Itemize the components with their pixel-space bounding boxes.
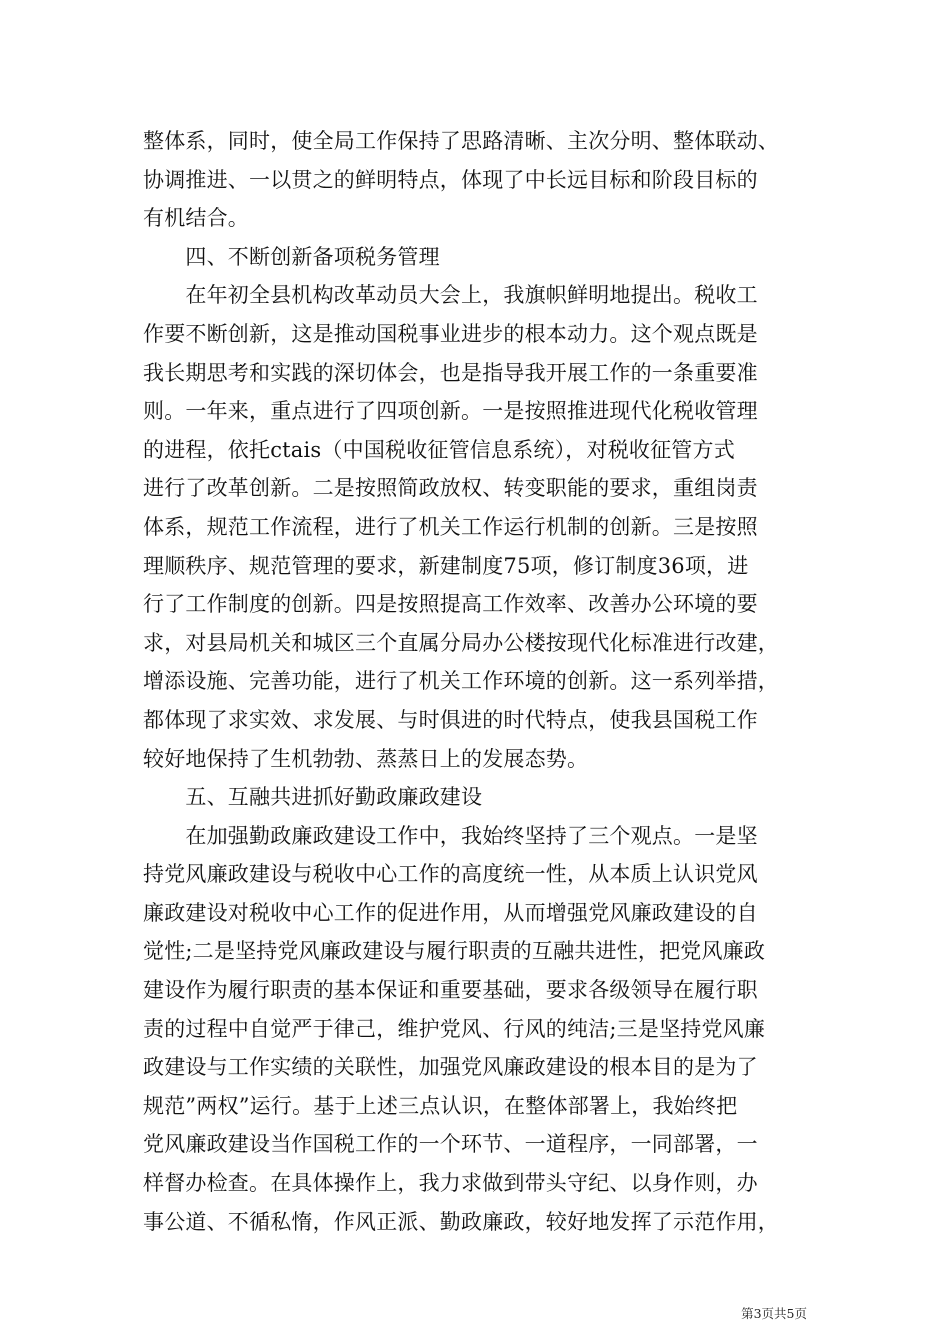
text-line: 体系，规范工作流程，进行了机关工作运行机制的创新。三是按照 — [143, 514, 758, 539]
text-line: 都体现了求实效、求发展、与时俱进的时代特点，使我县国税工作 — [143, 707, 758, 732]
text-line: 廉政建设对税收中心工作的促进作用，从而增强党风廉政建设的自 — [143, 900, 758, 925]
text-line: 作要不断创新，这是推动国税事业进步的根本动力。这个观点既是 — [143, 321, 758, 346]
text-line: 五、互融共进抓好勤政廉政建设 — [143, 785, 483, 810]
text-line: 事公道、不循私惰，作风正派、勤政廉政，较好地发挥了示范作用， — [143, 1209, 779, 1234]
text-line: 规范”两权”运行。基于上述三点认识，在整体部署上，我始终把 — [143, 1093, 738, 1118]
text-line: 较好地保持了生机勃勃、蒸蒸日上的发展态势。 — [143, 746, 589, 771]
text-line: 持党风廉政建设与税收中心工作的高度统一性，从本质上认识党风 — [143, 862, 758, 887]
text-line: 的进程，依托ctais（中国税收征管信息系统），对税收征管方式 — [143, 437, 735, 462]
body-text — [143, 122, 811, 1241]
text-line: 觉性;二是坚持党风廉政建设与履行职责的互融共进性，把党风廉政 — [143, 939, 766, 964]
text-line: 党风廉政建设当作国税工作的一个环节、一道程序，一同部署，一 — [143, 1132, 758, 1157]
text-line: 理顺秩序、规范管理的要求，新建制度75项，修订制度36项，进 — [143, 553, 749, 578]
text-line: 样督办检查。在具体操作上，我力求做到带头守纪、以身作则，办 — [143, 1171, 758, 1196]
text-line: 则。一年来，重点进行了四项创新。一是按照推进现代化税收管理 — [143, 399, 758, 424]
text-line: 责的过程中自觉严于律己，维护党风、行风的纯洁;三是坚持党风廉 — [143, 1016, 766, 1041]
page-number: 第3页共5页 — [741, 1306, 807, 1321]
text-line: 有机结合。 — [143, 206, 249, 231]
text-line: 我长期思考和实践的深切体会，也是指导我开展工作的一条重要准 — [143, 360, 758, 385]
text-line: 增添设施、完善功能，进行了机关工作环境的创新。这一系列举措， — [143, 669, 779, 694]
text-line: 在年初全县机构改革动员大会上，我旗帜鲜明地提出。税收工 — [143, 283, 758, 308]
text-line: 协调推进、一以贯之的鲜明特点，体现了中长远目标和阶段目标的 — [143, 167, 758, 192]
text-line: 求，对县局机关和城区三个直属分局办公楼按现代化标准进行改建， — [143, 630, 779, 655]
text-line: 整体系，同时，使全局工作保持了思路清晰、主次分明、整体联动、 — [143, 129, 779, 153]
text-line: 进行了改革创新。二是按照简政放权、转变职能的要求，重组岗责 — [143, 476, 758, 501]
text-line: 行了工作制度的创新。四是按照提高工作效率、改善办公环境的要 — [143, 592, 758, 617]
text-line: 建设作为履行职责的基本保证和重要基础，要求各级领导在履行职 — [143, 978, 758, 1003]
text-line: 四、不断创新备项税务管理 — [143, 244, 440, 269]
text-line: 政建设与工作实绩的关联性，加强党风廉政建设的根本目的是为了 — [143, 1055, 758, 1080]
text-line: 在加强勤政廉政建设工作中，我始终坚持了三个观点。一是坚 — [143, 823, 758, 848]
